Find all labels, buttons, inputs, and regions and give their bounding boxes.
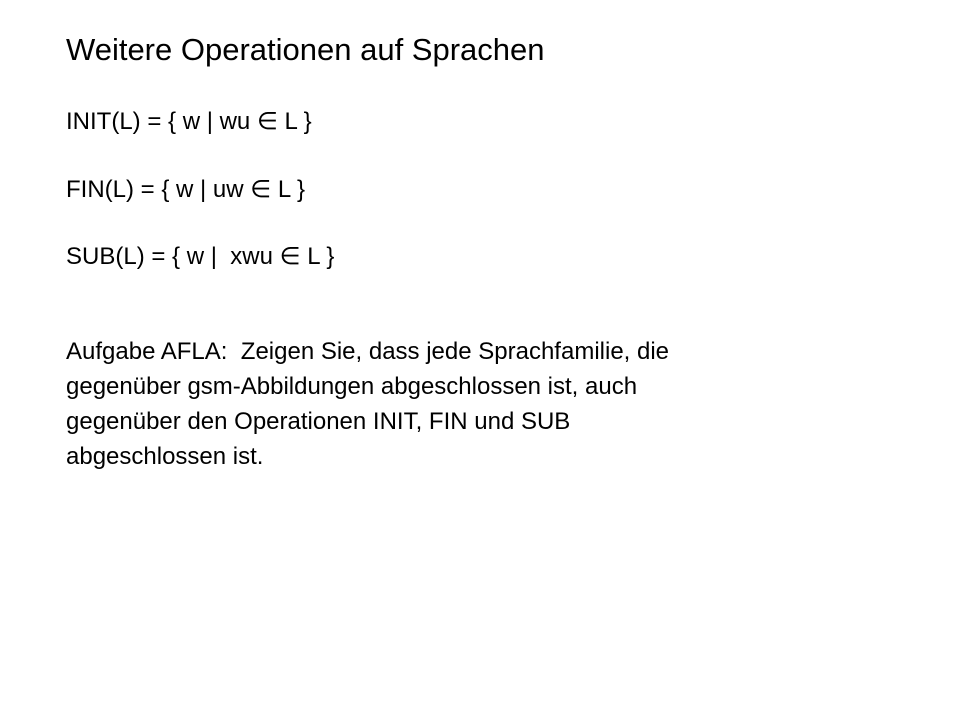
task-line: Aufgabe AFLA: Zeigen Sie, dass jede Sprachfamilie, die <box>66 338 670 365</box>
definition-init: INIT(L) = { w | wu ∈ L } <box>66 108 312 135</box>
task-line: abgeschlossen ist. <box>66 443 264 470</box>
task-line: gegenüber den Operationen INIT, FIN und SUB <box>66 408 571 435</box>
definition-sub: SUB(L) = { w | xwu ∈ L } <box>66 243 335 270</box>
task-paragraph <box>66 334 886 474</box>
task-line: gegenüber gsm-Abbildungen abgeschlossen ist, auch <box>66 373 638 400</box>
definition-fin: FIN(L) = { w | uw ∈ L } <box>66 176 305 203</box>
slide-title: Weitere Operationen auf Sprachen <box>66 32 545 67</box>
